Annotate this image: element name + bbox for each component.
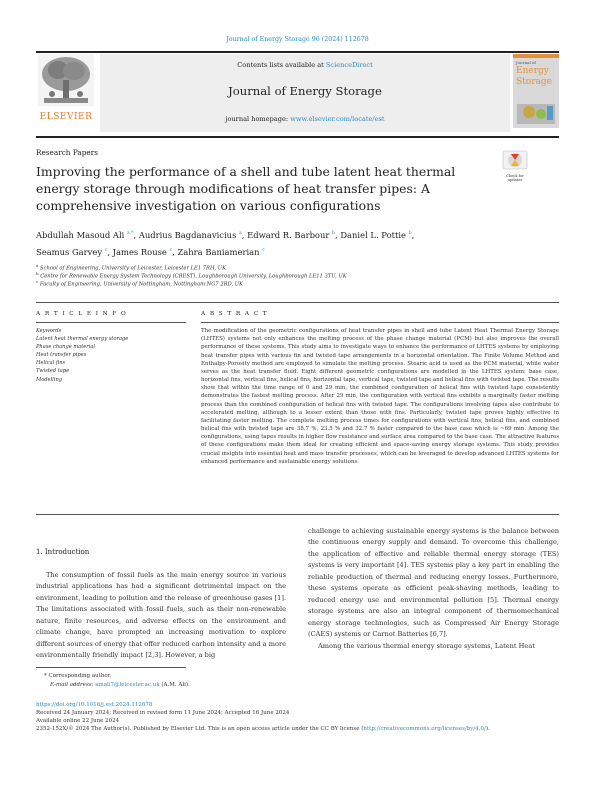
available-online: Available online 22 June 2024 bbox=[36, 718, 120, 725]
intro-paragraph: Among the various thermal energy storage systems, Latent Heat bbox=[318, 641, 535, 650]
keyword: Twisted tape bbox=[36, 368, 70, 375]
cover-title-line3: Storage bbox=[516, 77, 552, 87]
affiliation-text: Centre for Renewable Energy System Technology (CREST), Loughborough University, Loughborough LE11 3TU, UK bbox=[40, 273, 347, 280]
keyword: Heat transfer pipes bbox=[36, 352, 87, 359]
elsevier-logo[interactable] bbox=[36, 54, 96, 128]
license-line bbox=[36, 725, 559, 733]
author-affiliation-marker[interactable]: b bbox=[408, 231, 412, 236]
sciencedirect-link[interactable]: ScienceDirect bbox=[325, 61, 373, 69]
intro-paragraph: challenge to achieving sustainable energy systems is the balance between the continuous energy supply and demand. To overcome this challenge, the application of effective and reliable thermal energy storage (TES) systems is very important [4]. TES systems play a key part in enabling the reliable production of thermal and reducing energy losses. Furthermore, these systems operate as efficient peak-shaving methods, leading to reduced energy use and environmental pollution [5]. Thermal energy storage systems are also an integral component of thermomechanical energy storage technologies, such as Compressed Air Energy Storage (CAES) systems or Carnot Batteries [6,7]. bbox=[308, 527, 559, 639]
crossmark-line1: Check for bbox=[506, 174, 524, 178]
author-affiliation-marker[interactable]: a bbox=[239, 231, 242, 236]
email-suffix: (A.M. Ali). bbox=[161, 682, 190, 688]
journal-reference[interactable]: Journal of Energy Storage 96 (2024) 112678 bbox=[226, 36, 369, 43]
footnote-rule bbox=[36, 667, 186, 668]
homepage-link[interactable]: www.elsevier.com/locate/est bbox=[290, 115, 385, 123]
journal-name: Journal of Energy Storage bbox=[228, 84, 382, 98]
abstract-text: The modification of the geometric configurations of heat transfer pipes in shell and tube Latent Heat Thermal Energy Storage (LHTES) systems not only enhances the melting process of the phase change material (PCM) but also improves the overall performance of these systems. This study aims to investigate ways to enhance the performance of LHTES systems by employing heat transfer pipes with various fin and twisted tape arrangements in a horizontal orientation. The Finite Volume Method and Enthalpy-Porosity method are employed to simulate the melting process. Stearic acid is used as the PCM material, while water serves as the heat transfer fluid. Eight different geometric configurations are modelled in the LHTES system: base case, horizontal fins, vertical fins, helical fins, horizontal tape, vertical tape, twisted tape and helical fins with twisted tape. The results show that within the time range of 0 and 29 min, the combined configuration of helical fins with twisted tape consistently demonstrates the fastest melting process. After 29 min, the configuration with vertical fins exhibits a marginally faster melting process than the combined configuration of helical fins with twisted tape. The configurations involving tapes also contribute to accelerated melting, although to a lesser extent than those with fins. Particularly, twisted tape proves highly effective in facilitating faster melting. The complete melting process times for configurations with vertical fins, helical fins, and combined helical fins with twisted tape are 38.7 %, 23.5 % and 32.7 % faster compared to the base case which is ~69 min. Among the configurations, using tapes results in higher flow resistance and surface area compared to the base case. The attractive features of these configurations make them ideal for creating efficient and space-saving energy storage systems. This study provides crucial insights into essential heat and mass transfer processes, which can be leveraged to develop advanced LHTES systems for enhanced performance and sustainable energy solutions. bbox=[201, 328, 559, 465]
intro-paragraph: The consumption of fossil fuels as the main energy source in various industrial applications has had a significant detrimental impact on the environment, leading to pollution and the release of greenhouse gases [1]. The limitations associated with fossil fuels, such as their non-renewable nature, finite resources, and adverse effects on the environment and climate change, have prompted an increasing motivation to explore different sources of energy that offer reduced carbon intensity and a more environmentally friendly impact [2,3]. However, a big bbox=[36, 571, 286, 660]
received-dates: Received 24 January 2024; Received in revised form 11 June 2024; Accepted 16 June 2024 bbox=[36, 710, 290, 717]
article-type: Research Papers bbox=[36, 148, 98, 157]
corresponding-author-note: * Corresponding author. bbox=[44, 673, 112, 679]
author-name[interactable]: Daniel L. Pottie bbox=[340, 229, 406, 240]
author-name[interactable]: Zahra Baniamerian bbox=[177, 246, 260, 257]
affiliation bbox=[36, 279, 243, 288]
author-name[interactable]: Abdullah Masoud Ali bbox=[36, 229, 125, 240]
intro-left-column bbox=[36, 570, 286, 662]
author-name[interactable]: Edward R. Barbour bbox=[247, 229, 330, 240]
paper-title: Improving the performance of a shell and tube latent heat thermal energy storage through modifications of heat transfer pipes: A comprehensive investigation on various configurations bbox=[36, 164, 456, 213]
header-top-rule bbox=[36, 51, 559, 53]
author-affiliation-marker[interactable]: a,* bbox=[126, 231, 134, 236]
keyword: Modelling bbox=[36, 376, 62, 383]
elsevier-tree-icon bbox=[38, 54, 94, 106]
section-heading-introduction: 1. Introduction bbox=[36, 548, 90, 556]
article-info-heading: A R T I C L E I N F O bbox=[36, 311, 128, 317]
check-for-updates-badge[interactable] bbox=[502, 150, 528, 182]
author-affiliation-marker[interactable]: c bbox=[104, 247, 108, 253]
author-affiliation-marker[interactable]: b bbox=[332, 231, 335, 236]
doi-link[interactable]: https://doi.org/10.1016/j.est.2024.112678 bbox=[36, 702, 153, 708]
license-suffix: ). bbox=[485, 726, 490, 733]
license-link[interactable]: http://creativecommons.org/licenses/by/4.0/ bbox=[363, 726, 486, 733]
email-link[interactable]: amali7@leicester.ac.uk bbox=[95, 682, 160, 688]
intro-right-column bbox=[308, 526, 559, 652]
contents-prefix: Contents lists available at bbox=[237, 61, 324, 69]
license-prefix: 2352-152X/© 2024 The Author(s). Published by Elsevier Ltd. This is an open access article under the CC BY license ( bbox=[36, 726, 364, 733]
author-list: Abdullah Masoud Ali $^{a,*}$, Audrius Bagdanavicius $^a$, Edward R. Barbour $^b$, Daniel L. Pottie $^b$, Seamus Garvey $^c$, James Rouse $^c$, Zahra Baniamerian $^c$ bbox=[36, 229, 415, 257]
homepage-prefix: journal homepage: bbox=[225, 115, 289, 123]
crossmark-line2: updates bbox=[507, 178, 523, 183]
info-top-rule bbox=[36, 302, 559, 303]
keyword: Phase change material bbox=[36, 344, 95, 351]
author-affiliation-marker[interactable]: c bbox=[169, 247, 173, 253]
author-name[interactable]: James Rouse bbox=[112, 246, 167, 257]
journal-homepage bbox=[100, 115, 510, 123]
keyword: Latent heat thermal energy storage bbox=[36, 336, 129, 343]
contents-line bbox=[100, 61, 510, 69]
journal-cover-image[interactable] bbox=[513, 54, 559, 128]
elsevier-wordmark: ELSEVIER bbox=[39, 112, 93, 122]
cover-title-line1: Journal of bbox=[516, 60, 536, 65]
affiliation-marker: b bbox=[36, 271, 39, 276]
crossmark-icon bbox=[502, 150, 528, 170]
abstract-rule bbox=[201, 322, 559, 323]
abstract-bottom-rule bbox=[36, 514, 559, 515]
keyword: Helical fins bbox=[36, 360, 66, 367]
affiliation-marker: c bbox=[36, 279, 39, 284]
affiliation-text: Faculty of Engineering, University of Nottingham, Nottingham NG7 2RD, UK bbox=[39, 281, 244, 288]
author-name[interactable]: Audrius Bagdanavicius bbox=[138, 229, 237, 240]
keywords-block bbox=[36, 327, 186, 384]
cover-title-line2: Energy bbox=[516, 66, 549, 76]
publication-info bbox=[36, 701, 559, 733]
header-bottom-rule bbox=[36, 136, 559, 138]
author-affiliation-marker[interactable]: c bbox=[262, 247, 265, 253]
abstract-heading: A B S T R A C T bbox=[201, 311, 269, 317]
keywords-label: Keywords bbox=[36, 328, 62, 334]
corresponding-author-footnote bbox=[36, 672, 336, 690]
affiliation-text: School of Engineering, University of Leicester, Leicester LE1 7RH, UK bbox=[40, 265, 227, 272]
info-rule bbox=[36, 322, 186, 323]
email-label: E-mail address: bbox=[50, 682, 94, 688]
author-name[interactable]: Seamus Garvey bbox=[36, 246, 103, 257]
affiliation-marker: a bbox=[36, 263, 39, 268]
